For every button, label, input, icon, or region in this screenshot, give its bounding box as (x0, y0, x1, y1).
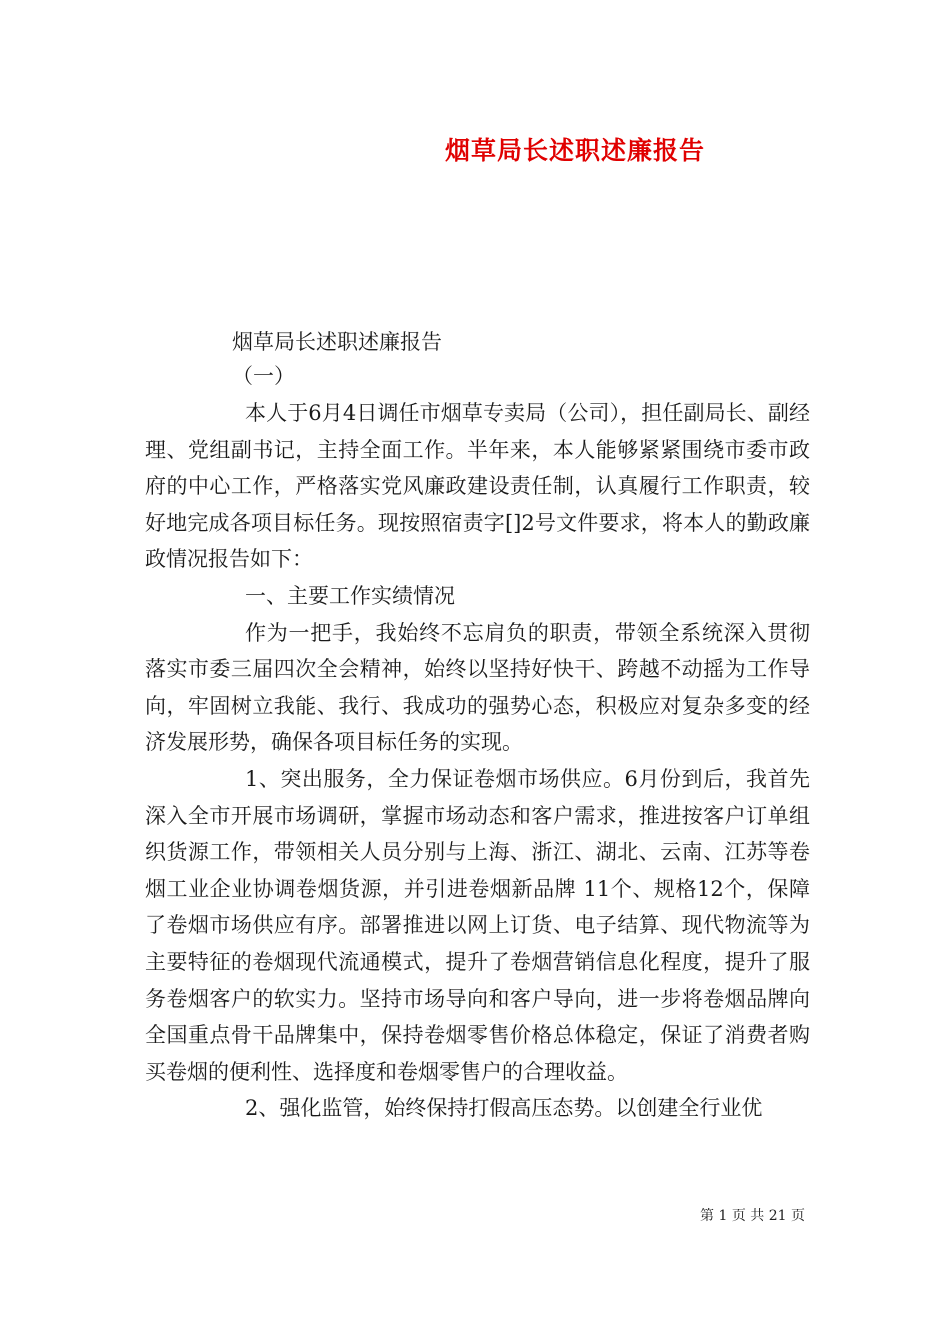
paragraph-item-1: 1、突出服务，全力保证卷烟市场供应。6月份到后，我首先深入全市开展市场调研，掌握市场动态和客户需求，推进按客户订单组织货源工作，带领相关人员分别与上海、浙江、湖北、云南、江苏等卷烟工业企业协调卷烟货源，并引进卷烟新品牌 11个、规格12个，保障了卷烟市场供应有序。部署推进以网上订货、电子结算、现代物流等为主要特征的卷烟现代流通模式，提升了卷烟营销信息化程度，提升了服务卷烟客户的软实力。坚持市场导向和客户导向，进一步将卷烟品牌向全国重点骨干品牌集中，保持卷烟零售价格总体稳定，保证了消费者购买卷烟的便利性、选择度和卷烟零售户的合理收益。 (145, 766, 810, 1084)
paragraph-intro: 本人于6月4日调任市烟草专卖局（公司），担任副局长、副经理、党组副书记，主持全面工作。半年来，本人能够紧紧围绕市委市政府的中心工作，严格落实党风廉政建设责任制，认真履行工作职责，较好地完成各项目标任务。现按照宿责字[]2号文件要求，将本人的勤政廉政情况报告如下： (145, 401, 810, 572)
document-title: 烟草局长述职述廉报告 (444, 136, 705, 165)
paragraph-item-2: 2、强化监管，始终保持打假高压态势。以创建全行业优 (245, 1096, 763, 1121)
document-body (145, 395, 810, 1127)
paragraph-overview: 作为一把手，我始终不忘肩负的职责，带领全系统深入贯彻落实市委三届四次全会精神，始终以坚持好快干、跨越不动摇为工作导向，牢固树立我能、我行、我成功的强势心态，积极应对复杂多变的经济发展形势，确保各项目标任务的实现。 (145, 620, 810, 755)
section-heading: 一、主要工作实绩情况 (245, 583, 455, 608)
page-number: 第 1 页 共 21 页 (700, 1208, 805, 1224)
document-subtitle: 烟草局长述职述廉报告 (232, 330, 442, 354)
section-number: （一） (232, 364, 295, 388)
